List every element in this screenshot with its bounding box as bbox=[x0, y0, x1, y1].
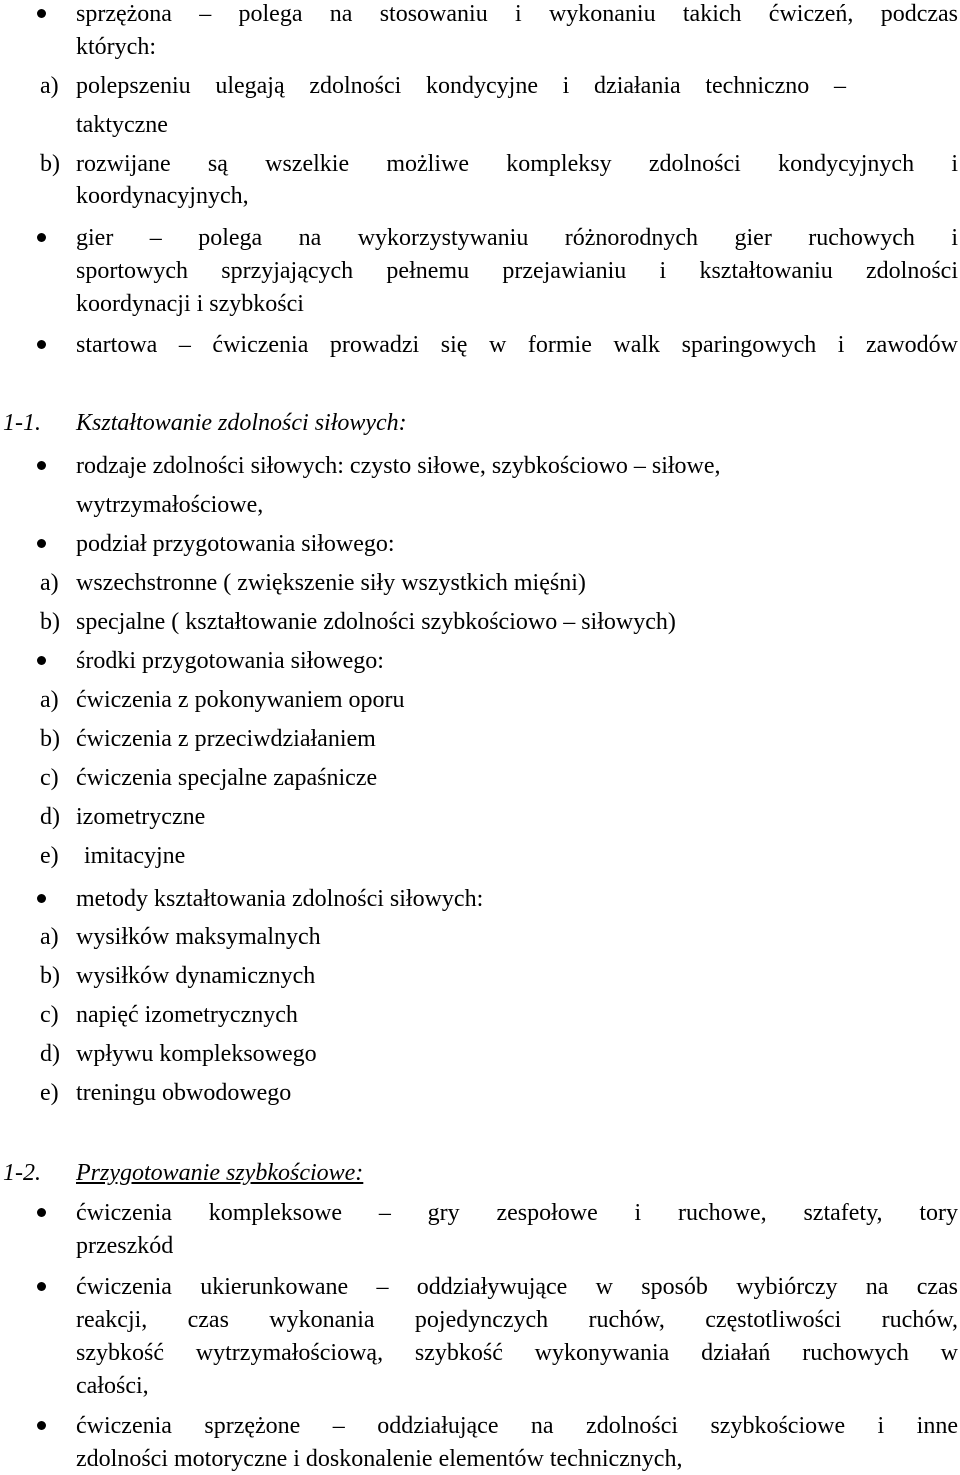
list-item: imitacyjne bbox=[84, 843, 186, 869]
list-label: d) bbox=[40, 804, 60, 830]
bullet-icon bbox=[37, 1208, 46, 1217]
list-item: izometryczne bbox=[76, 804, 206, 830]
paragraph-line: ćwiczenia sprzężone – oddziałujące na zdolności szybkościowe i inne bbox=[76, 1413, 958, 1439]
list-label: a) bbox=[40, 73, 59, 99]
bullet-icon bbox=[37, 656, 46, 665]
list-label: c) bbox=[40, 1002, 59, 1028]
paragraph-line: startowa – ćwiczenia prowadzi się w formie walk sparingowych i zawodów bbox=[76, 332, 958, 358]
list-item: ćwiczenia specjalne zapaśnicze bbox=[76, 765, 378, 791]
bullet-icon bbox=[37, 894, 46, 903]
list-label: b) bbox=[40, 726, 60, 752]
paragraph-line: całości, bbox=[76, 1373, 149, 1399]
bullet-icon bbox=[37, 340, 46, 349]
list-label: e) bbox=[40, 843, 59, 869]
list-item: wszechstronne ( zwiększenie siły wszystkich mięśni) bbox=[76, 570, 586, 596]
paragraph-line: środki przygotowania siłowego: bbox=[76, 648, 384, 674]
bullet-icon bbox=[37, 539, 46, 548]
paragraph-line: sportowych sprzyjających pełnemu przejawianiu i kształtowaniu zdolności bbox=[76, 258, 958, 284]
list-label: c) bbox=[40, 765, 59, 791]
section-number: 1-2. bbox=[3, 1160, 41, 1186]
list-item: polepszeniu ulegają zdolności kondycyjne i działania techniczno – bbox=[76, 73, 846, 99]
bullet-icon bbox=[37, 1421, 46, 1430]
paragraph-line: ćwiczenia ukierunkowane – oddziaływujące w sposób wybiórczy na czas bbox=[76, 1274, 958, 1300]
section-title: Przygotowanie szybkościowe: bbox=[76, 1160, 364, 1186]
bullet-icon bbox=[37, 461, 46, 470]
list-label: b) bbox=[40, 151, 60, 177]
list-item: ćwiczenia z przeciwdziałaniem bbox=[76, 726, 376, 752]
paragraph-line: przeszkód bbox=[76, 1233, 174, 1259]
paragraph-line: reakcji, czas wykonania pojedynczych ruchów, częstotliwości ruchów, bbox=[76, 1307, 958, 1333]
list-item: taktyczne bbox=[76, 112, 168, 138]
section-number: 1-1. bbox=[3, 410, 41, 436]
paragraph-line: rodzaje zdolności siłowych: czysto siłowe, szybkościowo – siłowe, bbox=[76, 453, 721, 479]
list-label: a) bbox=[40, 924, 59, 950]
list-item: treningu obwodowego bbox=[76, 1080, 292, 1106]
bullet-icon bbox=[37, 1282, 46, 1291]
list-item: napięć izometrycznych bbox=[76, 1002, 298, 1028]
list-label: a) bbox=[40, 570, 59, 596]
paragraph-line: metody kształtowania zdolności siłowych: bbox=[76, 886, 484, 912]
paragraph-line: podział przygotowania siłowego: bbox=[76, 531, 395, 557]
list-label: d) bbox=[40, 1041, 60, 1067]
list-label: b) bbox=[40, 963, 60, 989]
list-item: ćwiczenia z pokonywaniem oporu bbox=[76, 687, 405, 713]
paragraph-line: sprzężona – polega na stosowaniu i wykonaniu takich ćwiczeń, podczas bbox=[76, 1, 958, 27]
list-label: a) bbox=[40, 687, 59, 713]
list-label: b) bbox=[40, 609, 60, 635]
paragraph-line: koordynacji i szybkości bbox=[76, 291, 304, 317]
paragraph-line: wytrzymałościowe, bbox=[76, 492, 264, 518]
paragraph-line: ćwiczenia kompleksowe – gry zespołowe i ruchowe, sztafety, tory bbox=[76, 1200, 958, 1226]
bullet-icon bbox=[37, 9, 46, 18]
bullet-icon bbox=[37, 233, 46, 242]
list-item: koordynacyjnych, bbox=[76, 183, 249, 209]
paragraph-line: gier – polega na wykorzystywaniu różnorodnych gier ruchowych i bbox=[76, 225, 958, 251]
list-item: wpływu kompleksowego bbox=[76, 1041, 317, 1067]
list-item: wysiłków maksymalnych bbox=[76, 924, 321, 950]
list-item: specjalne ( kształtowanie zdolności szybkościowo – siłowych) bbox=[76, 609, 676, 635]
list-item: rozwijane są wszelkie możliwe kompleksy zdolności kondycyjnych i bbox=[76, 151, 958, 177]
list-item: wysiłków dynamicznych bbox=[76, 963, 316, 989]
paragraph-line: których: bbox=[76, 34, 156, 60]
list-label: e) bbox=[40, 1080, 59, 1106]
paragraph-line: zdolności motoryczne i doskonalenie elementów technicznych, bbox=[76, 1446, 683, 1472]
paragraph-line: szybkość wytrzymałościową, szybkość wykonywania działań ruchowych w bbox=[76, 1340, 958, 1366]
section-title: Kształtowanie zdolności siłowych: bbox=[76, 410, 407, 436]
